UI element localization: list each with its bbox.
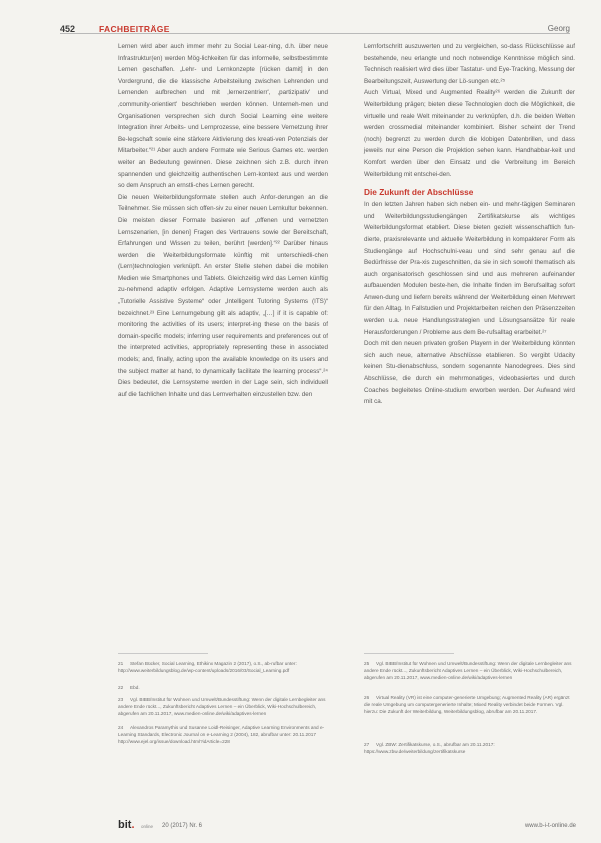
footnote: 21 Stefan Bücker, Social Learning, Ethikinx Magazin 2 (2017), o.S., ab-rufbar unter: http://www.weiterbildungsblog.de/wp-content/uploads/2016/03/Social_Learning.pdf bbox=[118, 661, 297, 674]
author-name: Georg bbox=[547, 24, 570, 33]
paragraph: Auch Virtual, Mixed und Augmented Reality²⁶ werden die Zukunft der Weiterbildung prägen; bieten diese Technologien doch die Möglichkeit, die virtuelle und reale Welt miteinander zu verknüpfen, d.h. die beiden Welten werden crossmedial miteinander kombiniert. Bisher scheint der Trend (noch) begrenzt zu werden durch die klobigen Datenbrillen, und dass jeweils nur eine Person die Projektion sehen kann. Handhabbar-keit und Komfort werden über den Einsatz und die Verbreitung im Bereich Weiterbildung mit entschei-den. bbox=[364, 89, 575, 178]
section-heading: Die Zukunft der Abschlüsse bbox=[364, 187, 474, 198]
footnote: 25 Vgl. BIBB/Institut für Wohnen und Umwelt/Bundesstiftung: Wenn der digitale Lernbegleiter ans andere Ende rückt..., Zukunftsbericht Adaptives Lernen – ein Überblick, Wiki-Hochschulbereich, abgerufen am 20.11.2017, www.medien-online.de/wiki/adaptives-lernen bbox=[364, 661, 572, 681]
issue-info: 20 (2017) Nr. 6 bbox=[162, 823, 203, 829]
footnote: 23 Vgl. BIBB/Institut für Wohnen und Umwelt/Bundesstiftung: Wenn der digitale Lernbegleiter ans andere Ende rückt..., Zukunftsbericht Adaptives Lernen – ein Überblick, Wiki-Hochschulbereich, abgerufen am 20.11.2017, www.medien-online.de/wiki/adaptives-lernen bbox=[118, 697, 326, 717]
section-label: FACHBEITRÄGE bbox=[99, 24, 170, 34]
page-number: 452 bbox=[60, 24, 76, 34]
footnote: 24 Alexandros Paramythis und Susanne Loidl-Reisinger, Adaptive Learning Environments and e-Learning Standards, Electronic Journal on e-Learning 2 (2004), 182, abrufbar unter: 20.11.2017 http://www.ejel.org/issue/download.html?idArticle=228 bbox=[118, 725, 325, 745]
paragraph: Lernen wird aber auch immer mehr zu Social Lear-ning, d.h. über neue Infrastruktur(en) werden Mög-lichkeiten für das informelle, selbstbestimmte Lernen geschaffen. „Lehr- und Lernkonzepte [rücken damit] in den Vordergrund, die die klassische Arbeitsteilung zwischen Lehrenden und Lernenden aufbrechen und mit ‚lernerzentrierr', ‚partizipativ' und ‚community-orientiert' beschrieben werden können. Unterneh-men und Organisationen versprechen sich durch Social Learning eine weitere Integration ihrer Arbeits- und Lernprozesse, eine bessere Vernetzung ihrer Be-legschaft sowie eine stärkere Aktivierung des kreati-ven Potenzials der Mitarbeiter.“²¹ Aber auch andere Formate wie Serious Games etc. werden weiter an Bedeutung gewinnen. Diese zeichnen sich z.B. durch ihren spannenden und gleichzeitig authentischen Lern-kontext aus und werden so dem Anspruch an ernstli-ches Lernen gerecht. bbox=[118, 43, 328, 190]
header-rule bbox=[60, 33, 570, 34]
footnote-rule bbox=[118, 653, 208, 654]
logo-suffix: online bbox=[141, 824, 154, 829]
footnote-rule bbox=[364, 653, 454, 654]
left-column bbox=[118, 41, 328, 400]
footnote: 27 Vgl. ZBW: Zertifikatskurse, o.S., abrufbar am 20.11.2017: https://www.zbw.de/weiterbildung/zertifikatskurse bbox=[364, 742, 495, 755]
right-column bbox=[364, 41, 575, 408]
publication-logo: bit. bbox=[118, 819, 135, 831]
paragraph: Die neuen Weiterbildungsformate stellen auch Anfor-derungen an die Teilnehmer. Sie müssen sich offen-siv zu einer neuen Lernkultur bekennen. Die meisten dieser Formate basieren auf „offenen und vernetzten Lernszenarien, [in denen] Fragen des Vertrauens sowie der Bereitschaft, Erfahrungen und Wissen zu teilen, berührt [werden].“²² Darüber hinaus werden die Weiterbildungsformate künftig mit unterschiedli-chen (Lern)technologien verknüpft. An erster Stelle stehen dabei die mobilen Medien wie Smartphones und Tablets. Gleichzeitig wird das Lernen künftig zu-nehmend adaptiv erfolgen. Adaptive Lernsysteme werden auch als „Tutorielle Assistive Systeme“ oder „Intelligent Tutoring Systems (ITS)“ bezeichnet.²³ Eine Lernumgebung gilt als adaptiv, „[…] if it is capable of: monitoring the activities of its users; interpret-ing these on the basis of domain-specific models; inferring user requirements and preferences out of the interpreted activities, appropriately representing these in associated models; and, finally, acting upon the available knowledge on its users and the subject matter at hand, to dynamically facilitate the learning process“.²⁴ Dies bedeutet, die Lernsysteme werden in der Lage sein, sich individuell auf die fachlichen Inhalte und das Lernverhalten einzustellen bzw. den bbox=[118, 193, 328, 398]
paragraph: Lernfortschritt auszuwerten und zu vergleichen, so-dass Rückschlüsse auf bestehende, neu erlangte und noch notwendige Kenntnisse möglich sind. Technisch realisiert wird dies über Tastatur- und Eye-Tracking, Messung der Bearbeitungszeit, Auswertung der Lö-sungen etc.²⁵ bbox=[364, 43, 575, 85]
page-header bbox=[60, 20, 570, 36]
paragraph: Doch mit den neuen privaten großen Playern in der Weiterbildung könnten sich auch neue, alternative Abschlüsse etablieren. So vergibt Udacity keinen Stu-dienabschluss, sondern sogenannte Nanodegrees. Dies sind Abschlüsse, die durch ein mehrmonatiges, videobasiertes und durch Coaches begleitetes Online-studium erworben werden. Der Aufwand wird mit ca. bbox=[364, 340, 575, 406]
footnote: 22 Ebd. bbox=[118, 685, 140, 690]
paragraph: In den letzten Jahren haben sich neben ein- und mehr-tägigen Seminaren und Weiterbildungsstudiengängen Zertifikatskurse als wichtiges Weiterbildungsformat etabliert. Diese bieten gezielt wissenschaftlich fun-dierte, praxisrelevante und aktuelle Weiterbildung in kompakterer Form als Studiengänge auf Hochschulni-veau und sind sehr genau auf die Bedürfnisse der Pra-xis zugeschnitten, da sie in sich sowohl thematisch als auch organisatorisch geschlossen sind und aus mehreren aufeinander aufbauenden Modulen beste-hen, die Inhalte finden im Berufsalltag sofort Anwen-dung und liefern bereits während der Weiterbildung einen Mehrwert für den Alltag. In Fallstudien und Projektarbeiten reichen den Präsenzzeiten werden u.a. neue Handlungsstrategien und Lösungsansätze für reale Herausforderungen / Probleme aus dem Be-rufsalltag erarbeitet.²⁷ bbox=[364, 201, 575, 336]
footnote: 26 Virtual Reality (VR) ist eine computer-generierte Umgebung; Augmented Reality (AR) ergänzt die reale Umgebung um computergenerierte Inhalte; Mixed Reality verbindet beide Formen. Vgl. hierzu: Die Zukunft der Weiterbildung, Weiterbildungsblog, abrufbar am 20.11.2017. bbox=[364, 695, 570, 715]
page-footer bbox=[118, 819, 576, 836]
website-url: www.b-i-t-online.de bbox=[524, 823, 576, 829]
